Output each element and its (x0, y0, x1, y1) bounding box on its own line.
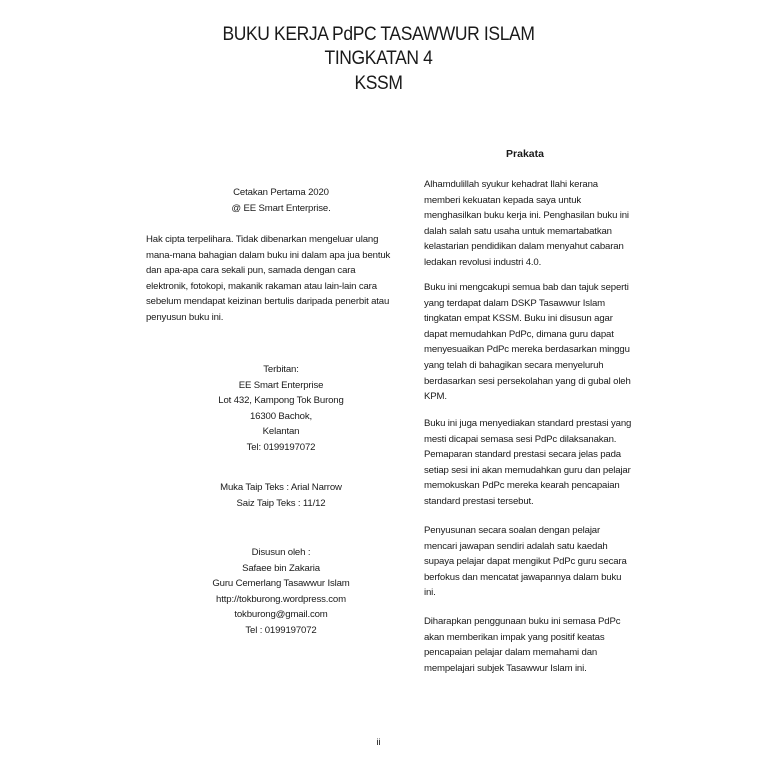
copyright-line: sebelum mendapat keizinan bertulis daripada penerbit atau (146, 296, 390, 308)
copyright-line: elektronik, fotokopi, makanik rakaman atau lain-lain cara (146, 280, 377, 292)
preface-line: ini. (424, 587, 436, 599)
preface-paragraph-4 (424, 523, 626, 601)
publisher-line: Lot 432, Kampong Tok Burong (218, 395, 344, 407)
author-line: Safaee bin Zakaria (242, 562, 320, 574)
preface-line: Pemaparan standard prestasi secara jelas pada (424, 449, 621, 461)
author-block (146, 545, 416, 639)
preface-line: Diharapkan penggunaan buku ini semasa PdPc (424, 616, 621, 627)
preface-paragraph-2 (424, 280, 631, 405)
edition-line: @ EE Smart Enterprise. (231, 202, 331, 214)
font-info-block (146, 480, 416, 511)
preface-line: ledakan revolusi industri 4.0. (424, 256, 542, 268)
prakata-heading: Prakata (506, 148, 544, 160)
author-url: http://tokburong.wordpress.com (216, 593, 346, 605)
preface-line: berdasarkan sesi persekolahan yang di gubal oleh (424, 375, 631, 387)
preface-paragraph-3 (424, 416, 632, 510)
preface-line: akan memberikan impak yang positif keatas (424, 631, 605, 643)
preface-line: dapat memudahkan PdPc, dimana guru dapat (424, 328, 614, 340)
preface-line: KPM. (424, 391, 447, 403)
preface-paragraph-5 (424, 614, 626, 676)
preface-line: kelastarian pendidikan dalam menyahut cabaran (424, 241, 624, 253)
font-info-line: Muka Taip Teks : Arial Narrow (220, 482, 342, 493)
publisher-line: EE Smart Enterprise (238, 379, 324, 391)
publisher-block (146, 362, 416, 456)
preface-line: supaya pelajar dapat mengikut PdPc guru secara (424, 556, 627, 568)
book-grade: TINGKATAN 4 (324, 48, 433, 69)
author-line: Guru Cemerlang Tasawwur Islam (212, 578, 350, 590)
copyright-line: dan apa-apa cara sekali pun, samada dengan cara (146, 265, 356, 277)
font-info-line: Saiz Taip Teks : 11/12 (236, 497, 326, 509)
author-phone: Tel : 0199197072 (245, 624, 317, 636)
copyright-line: penyusun buku ini. (146, 311, 224, 323)
publisher-line: Kelantan (262, 426, 300, 438)
book-curriculum: KSSM (354, 73, 403, 94)
preface-line: Buku ini juga menyediakan standard prestasi yang (424, 418, 632, 429)
publisher-line: Tel: 0199197072 (246, 441, 316, 453)
copyright-block (146, 232, 416, 326)
preface-line: setiap sesi ini akan memudahkan guru dan pelajar (424, 464, 631, 476)
preface-line: memokuskan PdPc mereka kearah pencapaian (424, 480, 620, 492)
author-line: Disusun oleh : (251, 547, 311, 558)
preface-line: mempelajari subjek Tasawwur Islam ini. (424, 662, 587, 674)
publisher-line: 16300 Bachok, (249, 410, 313, 422)
preface-line: pencapaian pelajar dalam memahami dan (424, 647, 598, 659)
book-title: BUKU KERJA PdPC TASAWWUR ISLAM (222, 24, 535, 45)
preface-line: memberi kekuatan kepada saya untuk (424, 194, 582, 206)
copyright-line: mana-mana bahagian dalam buku ini dalam apa jua bentuk (146, 249, 391, 261)
preface-line: Alhamdulillah syukur kehadrat Ilahi kerana (424, 179, 598, 190)
preface-line: menghasilkan buku kerja ini. Penghasilan buku ini (424, 210, 629, 222)
preface-line: yang telah di bahagikan secara menyeluruh (424, 359, 604, 371)
preface-paragraph-1 (424, 177, 629, 271)
page-number: ii (376, 737, 381, 748)
preface-line: Penyusunan secara soalan dengan pelajar (424, 525, 601, 536)
author-email: tokburong@gmail.com (234, 609, 328, 621)
preface-line: mesti dicapai semasa sesi PdPc dilaksanakan. (424, 433, 617, 445)
preface-line: Buku ini mengcakupi semua bab dan tajuk seperti (424, 282, 629, 293)
preface-line: berfokus dan mencatat jawapannya dalam buku (424, 571, 622, 583)
publisher-line: Terbitan: (263, 364, 299, 375)
copyright-line: Hak cipta terpelihara. Tidak dibenarkan mengeluar ulang (146, 234, 379, 245)
preface-line: yang terdapat dalam DSKP Tasawwur Islam (424, 297, 605, 309)
edition-block (146, 185, 416, 216)
edition-line: Cetakan Pertama 2020 (233, 187, 329, 198)
preface-line: menyesuaikan PdPc mereka berdasarkan minggu (424, 344, 630, 356)
preface-line: mencari jawapan sendiri adalah satu kaedah (424, 540, 608, 552)
preface-line: dalah salah satu usaha untuk memartabatkan (424, 225, 612, 237)
preface-line: tingkatan empat KSSM. Buku ini disusun agar (424, 313, 613, 325)
preface-line: standard prestasi tersebut. (424, 495, 534, 507)
